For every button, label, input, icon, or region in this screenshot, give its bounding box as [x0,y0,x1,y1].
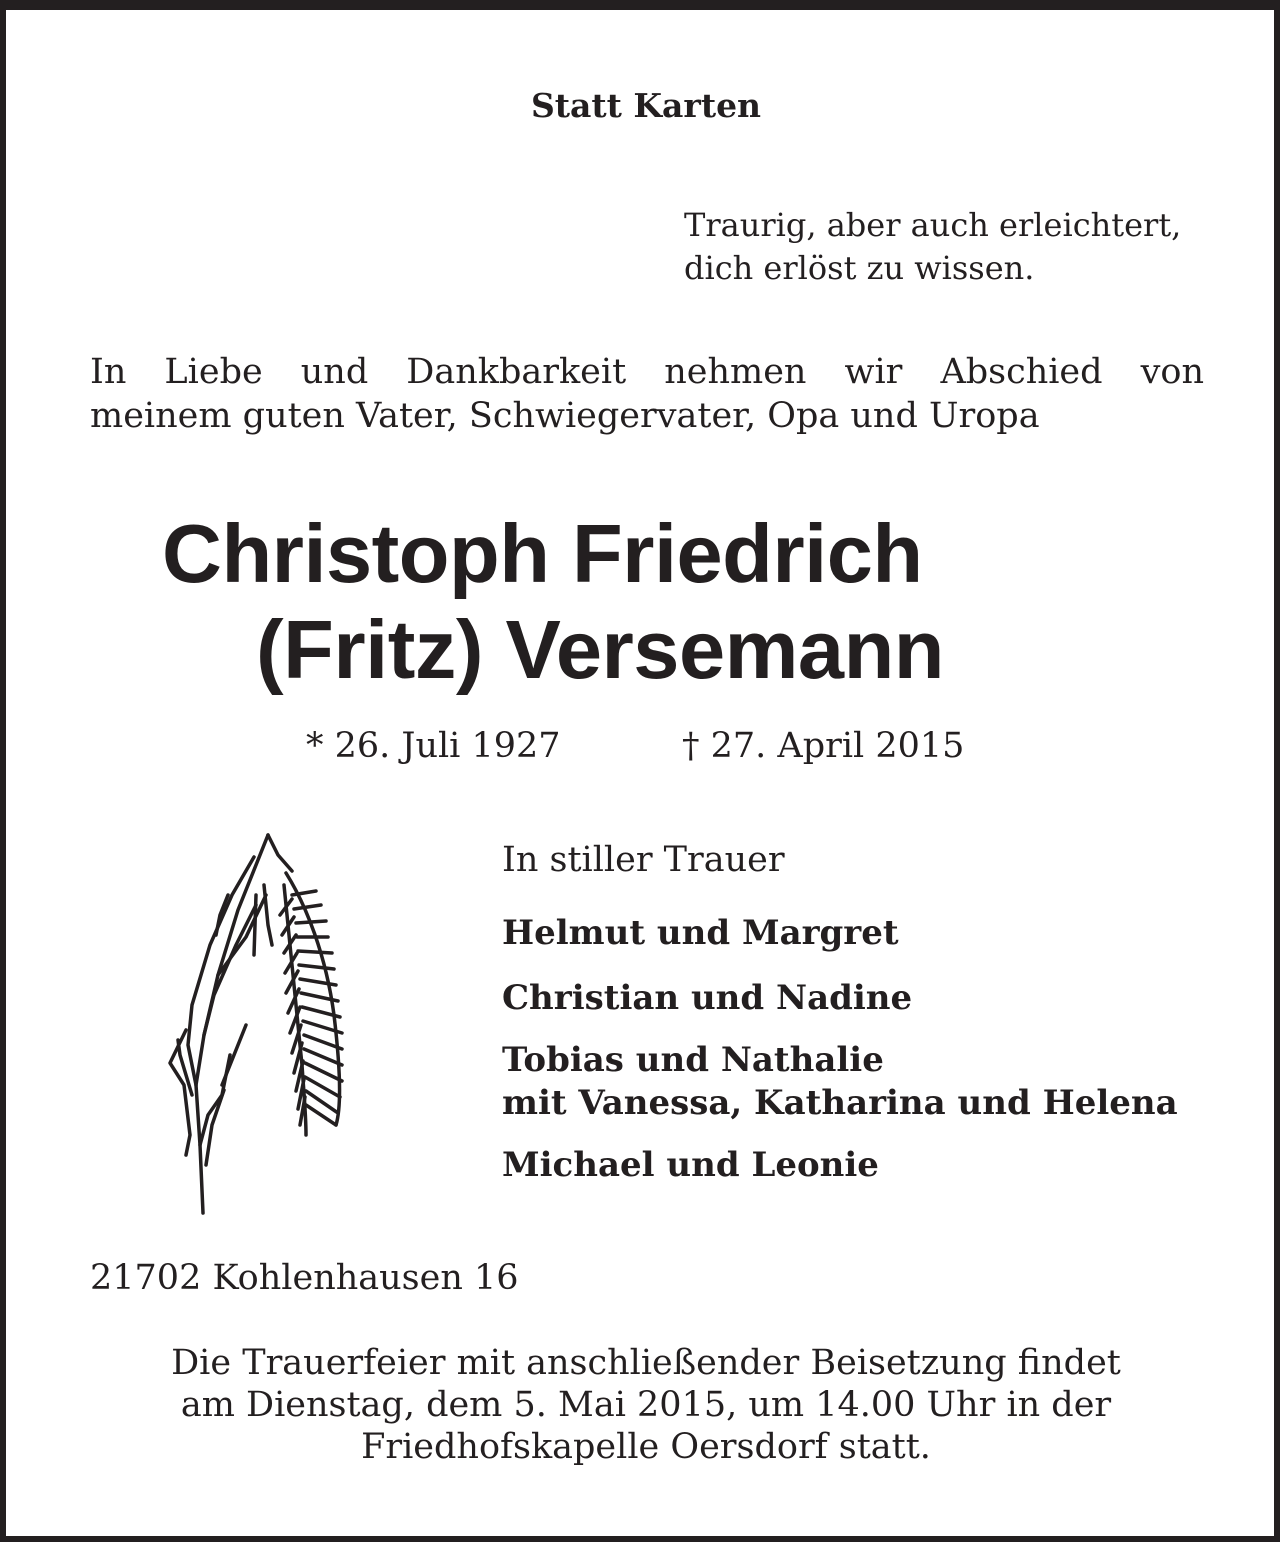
mourner-3: Tobias und Nathalie [502,1040,884,1080]
quote-line-1: Traurig, aber auch erleichtert, [684,206,1182,244]
death-date: † 27. April 2015 [682,726,965,766]
intro-line-2: meinem guten Vater, Schwiegervater, Opa und Uropa [90,396,1040,436]
birth-date: * 26. Juli 1927 [306,726,561,766]
intro-text [90,350,1204,438]
grass-ear-icon [156,825,356,1225]
quote [684,204,1181,290]
mourner-4: Michael und Leonie [502,1145,879,1185]
deceased-name-line-1: Christoph Friedrich [162,507,923,600]
mourner-3-children: mit Vanessa, Katharina und Helena [502,1083,1178,1123]
service-announcement [6,1342,1280,1468]
service-line-2: am Dienstag, dem 5. Mai 2015, um 14.00 Uhr in der [180,1385,1112,1425]
mourner-2: Christian und Nadine [502,978,913,1018]
service-line-3: Friedhofskapelle Oersdorf statt. [361,1427,931,1467]
address: 21702 Kohlenhausen 16 [90,1258,519,1298]
service-line-1: Die Trauerfeier mit anschließender Beisetzung findet [171,1343,1121,1383]
mourning-intro: In stiller Trauer [502,840,785,880]
header-statt-karten: Statt Karten [530,86,762,125]
intro-line-1: In Liebe und Dankbarkeit nehmen wir Abschied von [90,352,1204,392]
deceased-name-line-2: (Fritz) Versemann [256,603,944,696]
quote-line-2: dich erlöst zu wissen. [684,249,1035,287]
mourner-1: Helmut und Margret [502,913,899,953]
